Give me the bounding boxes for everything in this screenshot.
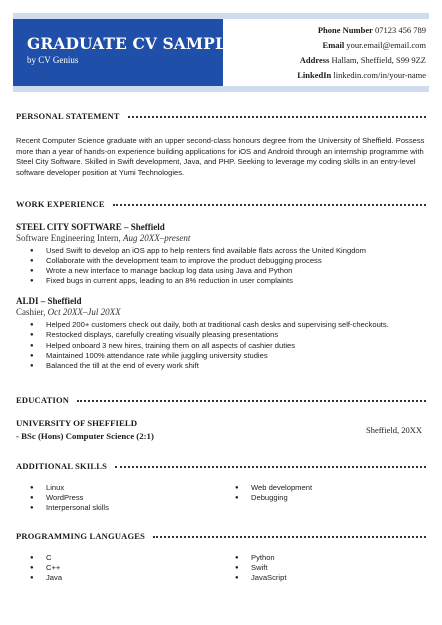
list-item: ● Linux <box>30 483 221 493</box>
contact-phone: Phone Number 07123 456 789 <box>317 25 426 35</box>
section-heading: PROGRAMMING LANGUAGES <box>16 530 426 542</box>
cv-subtitle: by CV Genius <box>27 55 79 65</box>
skills-section <box>16 460 426 513</box>
job-bullets <box>30 320 426 370</box>
personal-statement-section <box>16 110 426 178</box>
list-item: ● Python <box>235 553 426 563</box>
education-location-date: Sheffield, 20XX <box>365 425 422 435</box>
list-item: ● Helped 200+ customers check out daily, both at traditional cash desks and supervising self-checkouts. <box>30 320 426 330</box>
dotted-divider <box>153 536 426 538</box>
languages-columns <box>16 553 426 583</box>
list-item: ● Helped onboard 3 new hires, training them on all aspects of cashier duties <box>30 341 426 351</box>
section-heading: WORK EXPERIENCE <box>16 198 426 210</box>
section-heading: EDUCATION <box>16 394 426 406</box>
list-item: ● Collaborate with the development team to improve the product debugging process <box>30 256 426 266</box>
contact-email: Email your.email@email.com <box>322 40 426 50</box>
work-experience-section <box>16 198 426 371</box>
skills-columns <box>16 483 426 513</box>
title-box <box>13 19 238 86</box>
list-item: ● JavaScript <box>235 573 426 583</box>
dotted-divider <box>113 204 426 206</box>
job-title: ALDI – Sheffield <box>16 296 82 307</box>
list-item: ● Restocked displays, carefully creating visually pleasing presentations <box>30 330 426 340</box>
education-section <box>16 394 426 443</box>
list-item: ● Swift <box>235 563 426 573</box>
personal-statement-text: Recent Computer Science graduate with an upper second-class honours degree from the University of Sheffield. Possess more than a year of hands-on experience building applications for iOS and Android through an internship programme with Steel City Software. Skilled in Swift development, Java, and PHP. Seeking to leverage my coding skills in an entry-level software developer position at Yumi Technologies. <box>16 136 425 177</box>
job-role: Software Engineering Intern, Aug 20XX–present <box>16 233 191 243</box>
dotted-divider <box>77 400 426 402</box>
section-heading: ADDITIONAL SKILLS <box>16 460 426 472</box>
job-title: STEEL CITY SOFTWARE – Sheffield <box>16 222 165 232</box>
list-item: ● Maintained 100% attendance rate while juggling university studies <box>30 351 426 361</box>
skills-left-list <box>30 483 221 513</box>
list-item: ● Fixed bugs in current apps, leading to an 8% reduction in user complaints <box>30 276 426 286</box>
degree: - BSc (Hons) Computer Science (2:1) <box>16 431 154 441</box>
contact-address: Address Hallam, Sheffield, S99 9ZZ <box>299 55 426 65</box>
list-item: ● Balanced the till at the end of every work shift <box>30 361 426 371</box>
contact-linkedin: LinkedIn linkedin.com/in/your-name <box>297 70 426 80</box>
dotted-divider <box>128 116 426 118</box>
list-item: ● Java <box>30 573 221 583</box>
list-item: ● C <box>30 553 221 563</box>
job-role: Cashier, Oct 20XX–Jul 20XX <box>16 307 121 318</box>
languages-section <box>16 530 426 583</box>
list-item: ● WordPress <box>30 493 221 503</box>
list-item: ● C++ <box>30 563 221 573</box>
school-name: UNIVERSITY OF SHEFFIELD <box>16 418 138 428</box>
languages-right-list <box>235 553 426 583</box>
job-entry <box>16 295 426 370</box>
list-item: ● Debugging <box>235 493 426 503</box>
header-bottom-band <box>13 86 429 92</box>
list-item: ● Wrote a new interface to manage backup log data using Java and Python <box>30 266 426 276</box>
dotted-divider <box>115 466 426 468</box>
list-item: ● Web development <box>235 483 426 493</box>
section-heading: PERSONAL STATEMENT <box>16 110 426 122</box>
contact-block <box>297 23 426 83</box>
job-entry <box>16 221 426 286</box>
cv-title: GRADUATE CV SAMPLE <box>27 34 238 53</box>
job-bullets <box>30 246 426 286</box>
education-entry <box>16 417 426 443</box>
list-item: ● Used Swift to develop an iOS app to help renters find available flats across the United Kingdom <box>30 246 426 256</box>
list-item: ● Interpersonal skills <box>30 503 221 513</box>
languages-left-list <box>30 553 221 583</box>
skills-right-list <box>235 483 426 513</box>
